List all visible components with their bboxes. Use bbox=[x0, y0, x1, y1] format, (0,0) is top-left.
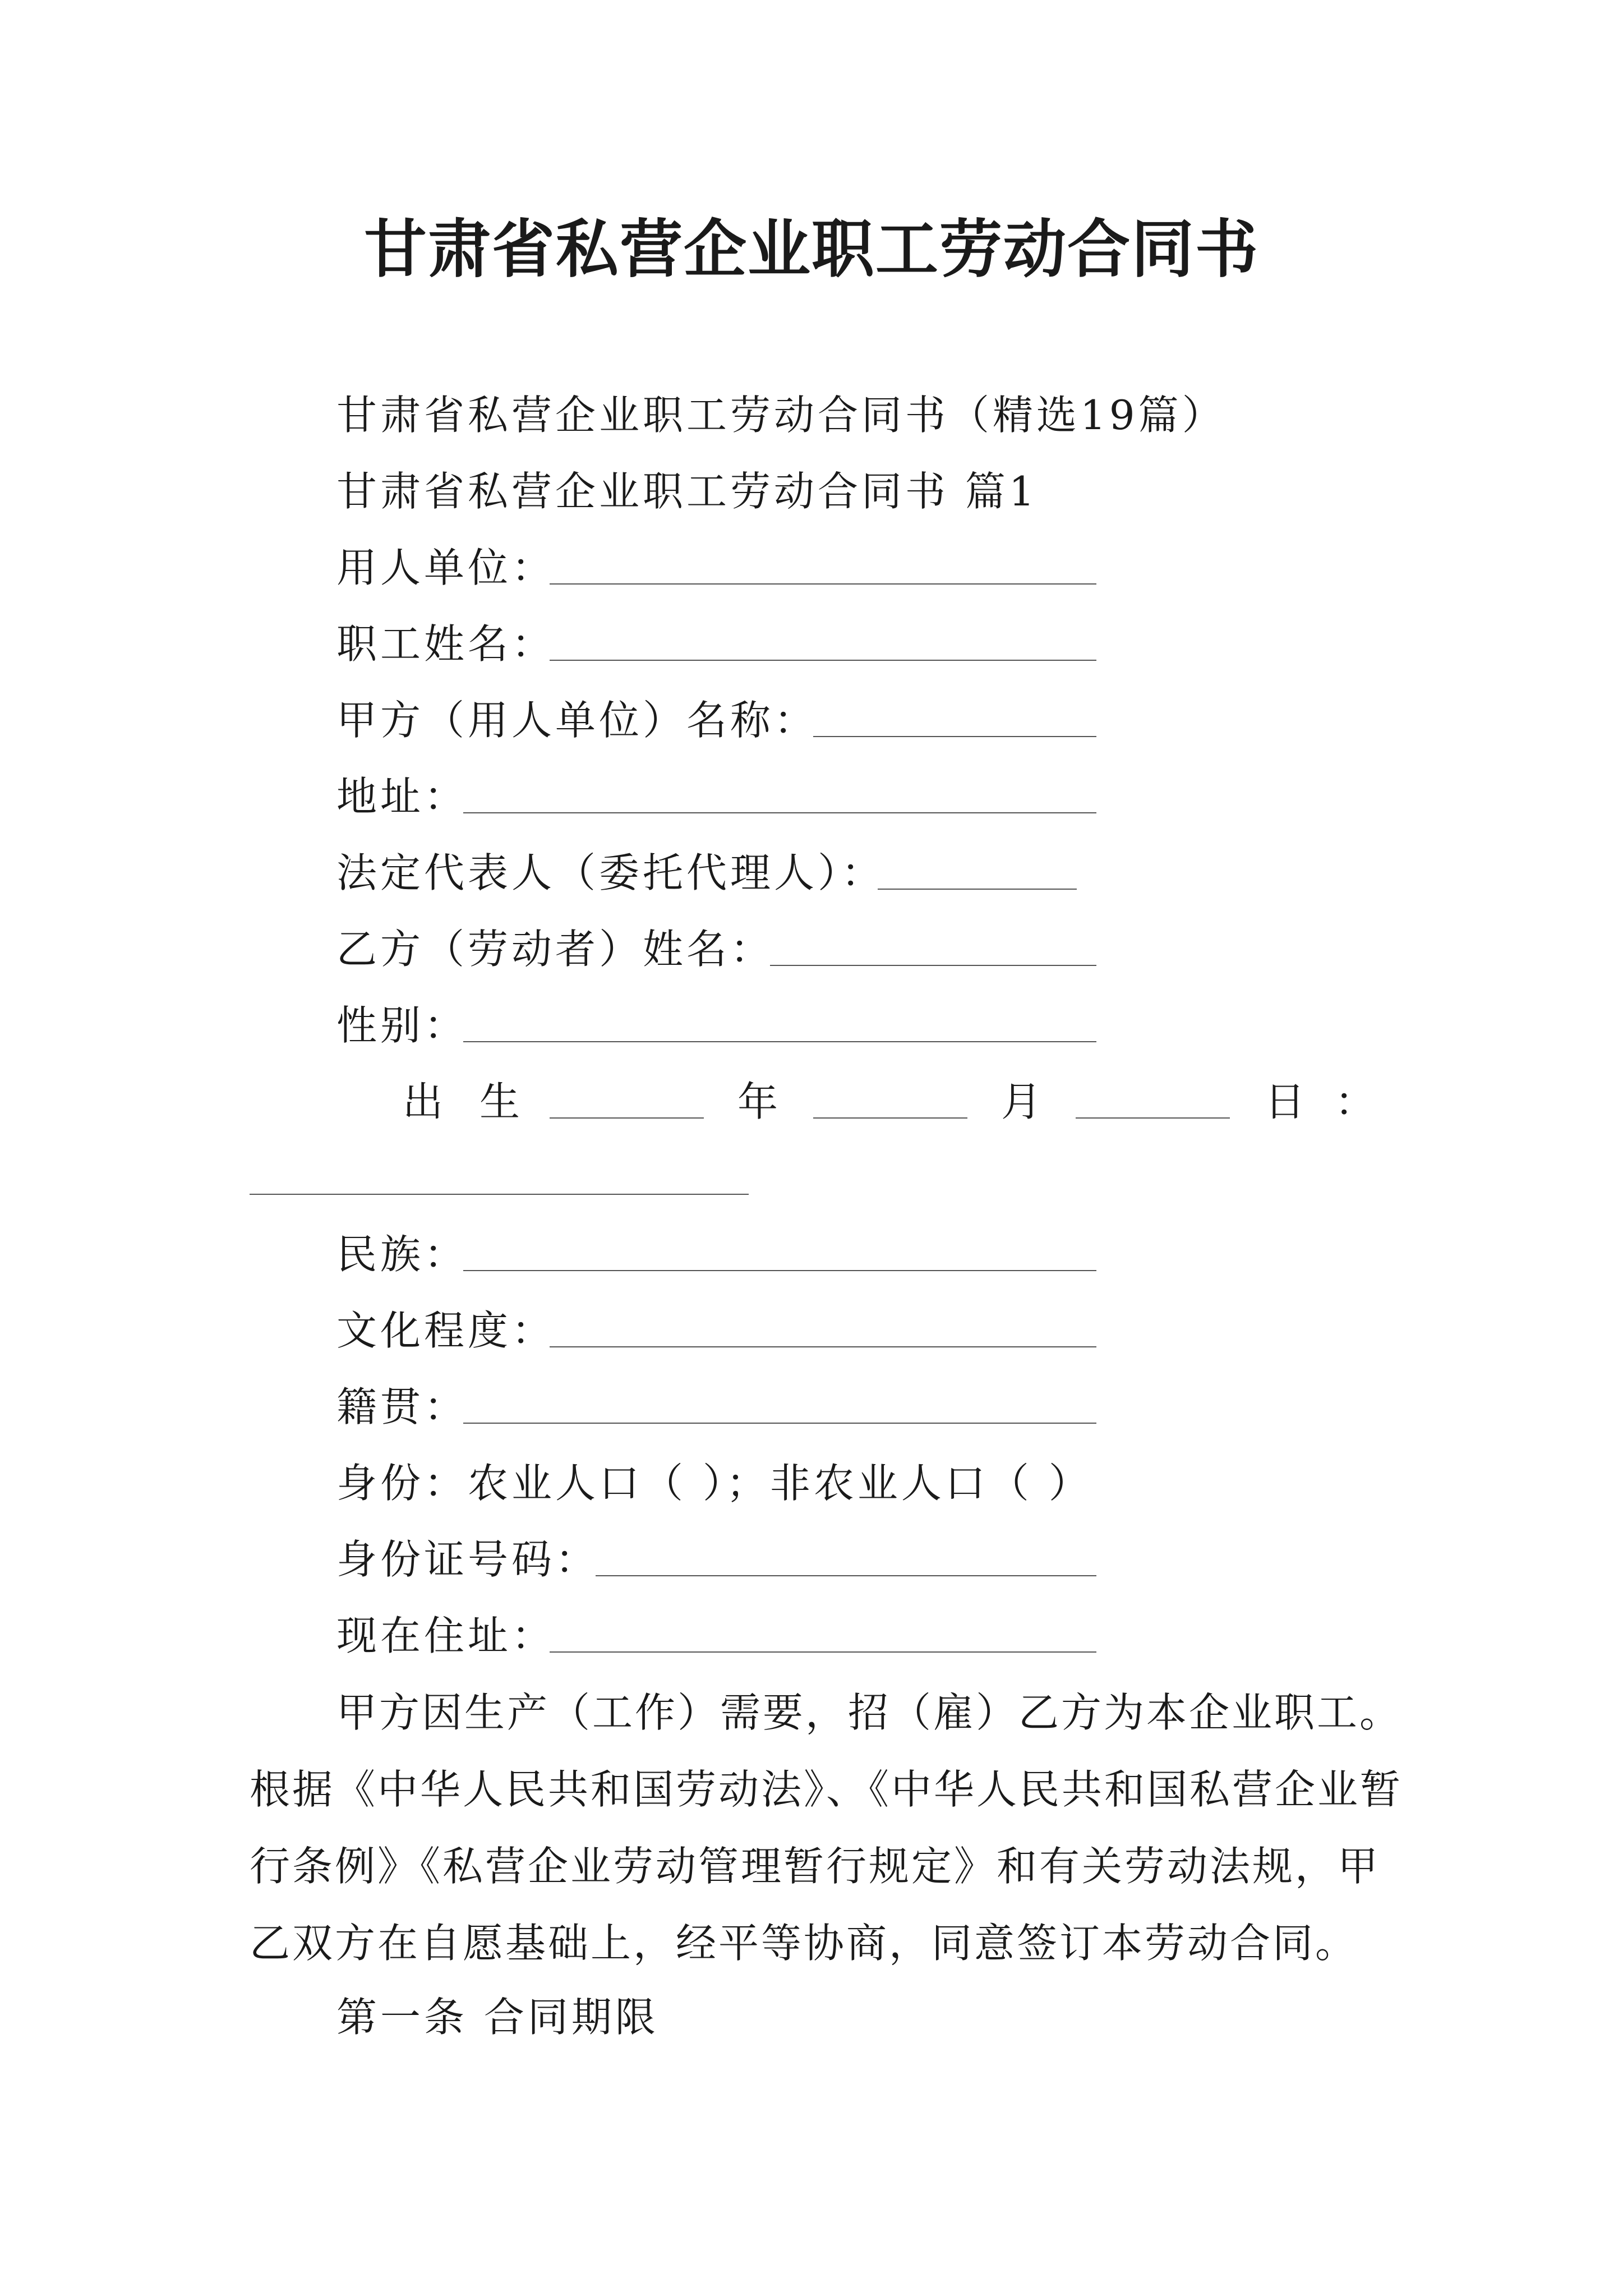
field-ethnicity-blank[interactable] bbox=[463, 1270, 1096, 1271]
field-birth-chu: 出 bbox=[403, 1078, 444, 1125]
field-identity: 身份：农业人口（ ）；非农业人口（ ） bbox=[336, 1460, 1092, 1507]
field-ethnicity-label: 民族： bbox=[336, 1231, 468, 1278]
field-legal-rep-blank[interactable] bbox=[878, 889, 1077, 890]
field-current-address-label: 现在住址： bbox=[336, 1612, 556, 1659]
field-current-address-blank[interactable] bbox=[550, 1651, 1096, 1653]
field-party-a-name-blank[interactable] bbox=[813, 736, 1096, 737]
field-birth-colon: ： bbox=[1335, 1078, 1376, 1125]
field-education-blank[interactable] bbox=[550, 1346, 1096, 1347]
page-title: 甘肃省私营企业职工劳动合同书 bbox=[364, 213, 1259, 286]
field-birth-month-blank[interactable] bbox=[813, 1117, 967, 1119]
field-party-a-name-label: 甲方（用人单位）名称： bbox=[336, 697, 818, 744]
field-gender-label: 性别： bbox=[336, 1002, 468, 1049]
section-heading: 甘肃省私营企业职工劳动合同书 篇1 bbox=[336, 468, 1038, 515]
field-party-b-name-blank[interactable] bbox=[770, 965, 1096, 966]
field-birth-day-blank[interactable] bbox=[1076, 1117, 1230, 1119]
field-birth-year-blank[interactable] bbox=[550, 1117, 704, 1119]
field-employer-label: 用人单位： bbox=[336, 544, 556, 591]
article-1-heading: 第一条 合同期限 bbox=[336, 1994, 659, 2041]
field-gender-blank[interactable] bbox=[463, 1041, 1096, 1042]
field-address-blank[interactable] bbox=[463, 812, 1096, 813]
field-employee-name-blank[interactable] bbox=[550, 660, 1096, 661]
field-birth-year-label: 年 bbox=[737, 1078, 778, 1125]
field-id-number-blank[interactable] bbox=[596, 1575, 1096, 1576]
field-birth-sheng: 生 bbox=[479, 1078, 520, 1125]
preamble-paragraph bbox=[250, 1674, 1405, 1982]
field-legal-rep-label: 法定代表人（委托代理人）： bbox=[336, 849, 886, 896]
field-employer-blank[interactable] bbox=[550, 583, 1096, 585]
field-birth-extra-blank[interactable] bbox=[250, 1194, 749, 1195]
field-address-label: 地址： bbox=[336, 773, 468, 820]
field-birth-day-label: 日 bbox=[1265, 1078, 1306, 1125]
field-native-place-label: 籍贯： bbox=[336, 1383, 468, 1430]
field-native-place-blank[interactable] bbox=[463, 1423, 1096, 1424]
preamble-text: 甲方因生产（工作）需要，招（雇）乙方为本企业职工。根据《中华人民共和国劳动法》、《中华人民共和国私营企业暂行条例》《私营企业劳动管理暂行规定》和有关劳动法规，甲乙双方在自愿基础上，经平等协商，同意签订本劳动合同。 bbox=[250, 1689, 1403, 1967]
field-education-label: 文化程度： bbox=[336, 1307, 556, 1354]
field-employee-name-label: 职工姓名： bbox=[336, 620, 556, 668]
document-subtitle: 甘肃省私营企业职工劳动合同书（精选19篇） bbox=[336, 392, 1226, 439]
field-birth-month-label: 月 bbox=[1001, 1078, 1042, 1125]
field-id-number-label: 身份证号码： bbox=[336, 1536, 600, 1583]
field-party-b-name-label: 乙方（劳动者）姓名： bbox=[336, 926, 774, 973]
